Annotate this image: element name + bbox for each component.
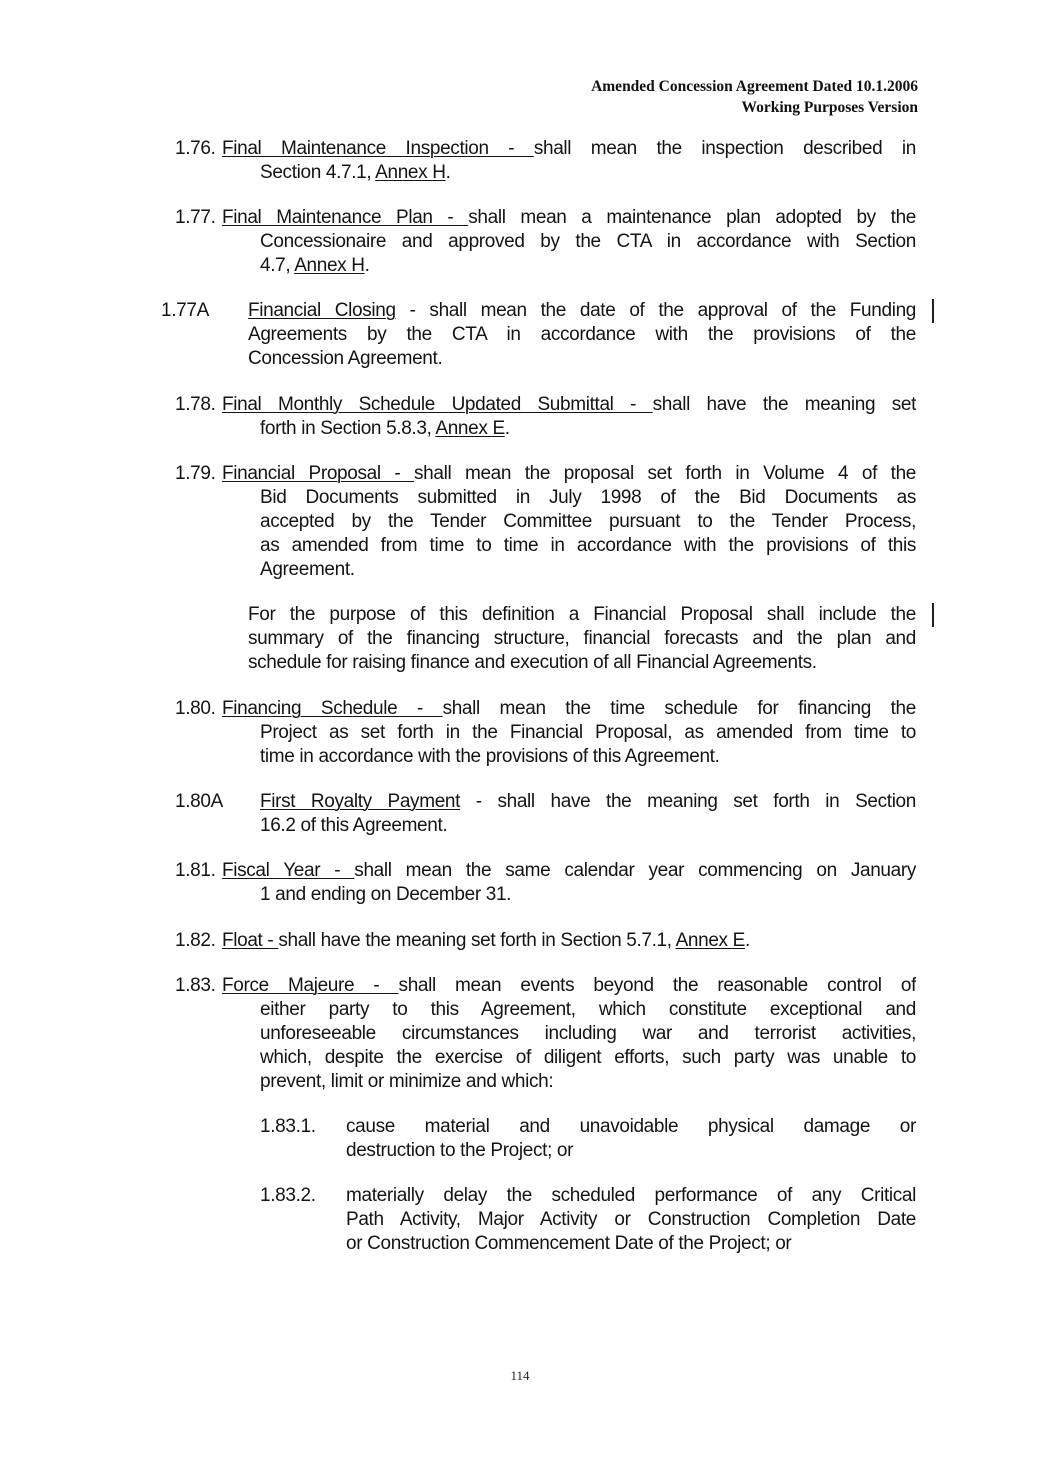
- subitem-line: materially delay the scheduled performance of any Critical: [346, 1185, 916, 1206]
- defined-term: Float -: [222, 930, 279, 951]
- definition-line: prevent, limit or minimize and which:: [260, 1071, 554, 1092]
- definition-first-line: Financial Closing - shall mean the date of the approval of the Funding: [248, 300, 916, 321]
- defined-term: First Royalty Payment: [260, 791, 461, 812]
- defined-term: Final Maintenance Inspection -: [222, 138, 534, 159]
- definition-number: 1.81.: [175, 860, 216, 881]
- subitem-line: cause material and unavoidable physical damage or: [346, 1116, 916, 1137]
- subitem-line: or Construction Commencement Date of the Project; or: [346, 1233, 792, 1254]
- revision-change-bar: [932, 299, 934, 323]
- definition-line: Agreements by the CTA in accordance with the provisions of the: [248, 324, 916, 345]
- defined-term: Force Majeure -: [222, 975, 399, 996]
- definition-line: Section 4.7.1, Annex H.: [260, 162, 451, 183]
- definition-number: 1.77.: [175, 207, 216, 228]
- defined-term: Financial Closing: [248, 300, 396, 321]
- definition-line: Concessionaire and approved by the CTA in accordance with Section: [260, 231, 916, 252]
- definition-line: Concession Agreement.: [248, 348, 443, 369]
- definition-note-line: For the purpose of this definition a Financial Proposal shall include the: [248, 604, 916, 625]
- definition-first-line: Financial Proposal - shall mean the proposal set forth in Volume 4 of the: [222, 463, 916, 484]
- revision-change-bar: [932, 603, 934, 627]
- definition-line: unforeseeable circumstances including war and terrorist activities,: [260, 1023, 916, 1044]
- defined-term: Final Maintenance Plan -: [222, 207, 469, 228]
- definition-first-line: Fiscal Year - shall mean the same calendar year commencing on January: [222, 860, 916, 881]
- definition-number: 1.82.: [175, 930, 216, 951]
- definition-line: Bid Documents submitted in July 1998 of the Bid Documents as: [260, 487, 916, 508]
- subitem-number: 1.83.2.: [260, 1185, 316, 1206]
- definition-note-line: schedule for raising finance and execution of all Financial Agreements.: [248, 652, 817, 673]
- definition-line: forth in Section 5.8.3, Annex E.: [260, 418, 510, 439]
- annex-reference: Annex E: [675, 930, 745, 951]
- definition-number: 1.76.: [175, 138, 216, 159]
- definition-line: 1 and ending on December 31.: [260, 884, 512, 905]
- definition-line: Project as set forth in the Financial Proposal, as amended from time to: [260, 722, 916, 743]
- definition-number: 1.83.: [175, 975, 216, 996]
- definition-line: 16.2 of this Agreement.: [260, 815, 448, 836]
- definition-line: as amended from time to time in accordance with the provisions of this: [260, 535, 916, 556]
- definition-first-line: Final Maintenance Plan - shall mean a maintenance plan adopted by the: [222, 207, 916, 228]
- header-version: Working Purposes Version: [741, 99, 918, 116]
- annex-reference: Annex H: [294, 255, 365, 276]
- definition-line: time in accordance with the provisions of this Agreement.: [260, 746, 720, 767]
- definition-line: either party to this Agreement, which constitute exceptional and: [260, 999, 916, 1020]
- definition-number: 1.80.: [175, 698, 216, 719]
- definition-number: 1.79.: [175, 463, 216, 484]
- definition-note-line: summary of the financing structure, financial forecasts and the plan and: [248, 628, 916, 649]
- subitem-line: Path Activity, Major Activity or Construction Completion Date: [346, 1209, 916, 1230]
- defined-term: Financial Proposal -: [222, 463, 414, 484]
- annex-reference: Annex E: [435, 418, 505, 439]
- definition-number: 1.77A: [161, 300, 209, 321]
- definition-first-line: Final Monthly Schedule Updated Submittal - shall have the meaning set: [222, 394, 916, 415]
- defined-term: Final Monthly Schedule Updated Submittal -: [222, 394, 653, 415]
- definition-first-line: Force Majeure - shall mean events beyond the reasonable control of: [222, 975, 916, 996]
- definition-first-line: Financing Schedule - shall mean the time schedule for financing the: [222, 698, 916, 719]
- subitem-line: destruction to the Project; or: [346, 1140, 574, 1161]
- definition-first-line: Float - shall have the meaning set forth in Section 5.7.1, Annex E.: [222, 930, 750, 951]
- subitem-number: 1.83.1.: [260, 1116, 316, 1137]
- annex-reference: Annex H: [375, 162, 446, 183]
- defined-term: Fiscal Year -: [222, 860, 355, 881]
- defined-term: Financing Schedule -: [222, 698, 443, 719]
- definition-first-line: Final Maintenance Inspection - shall mean the inspection described in: [222, 138, 916, 159]
- page-header: [591, 76, 918, 118]
- definition-line: 4.7, Annex H.: [260, 255, 370, 276]
- definition-line: accepted by the Tender Committee pursuant to the Tender Process,: [260, 511, 916, 532]
- header-title: Amended Concession Agreement Dated 10.1.2006: [591, 78, 918, 95]
- definition-line: Agreement.: [260, 559, 355, 580]
- definition-number: 1.80A: [175, 791, 223, 812]
- page-number: 114: [510, 1368, 530, 1383]
- definition-number: 1.78.: [175, 394, 216, 415]
- definition-line: which, despite the exercise of diligent efforts, such party was unable to: [260, 1047, 916, 1068]
- definition-first-line: First Royalty Payment - shall have the meaning set forth in Section: [260, 791, 916, 812]
